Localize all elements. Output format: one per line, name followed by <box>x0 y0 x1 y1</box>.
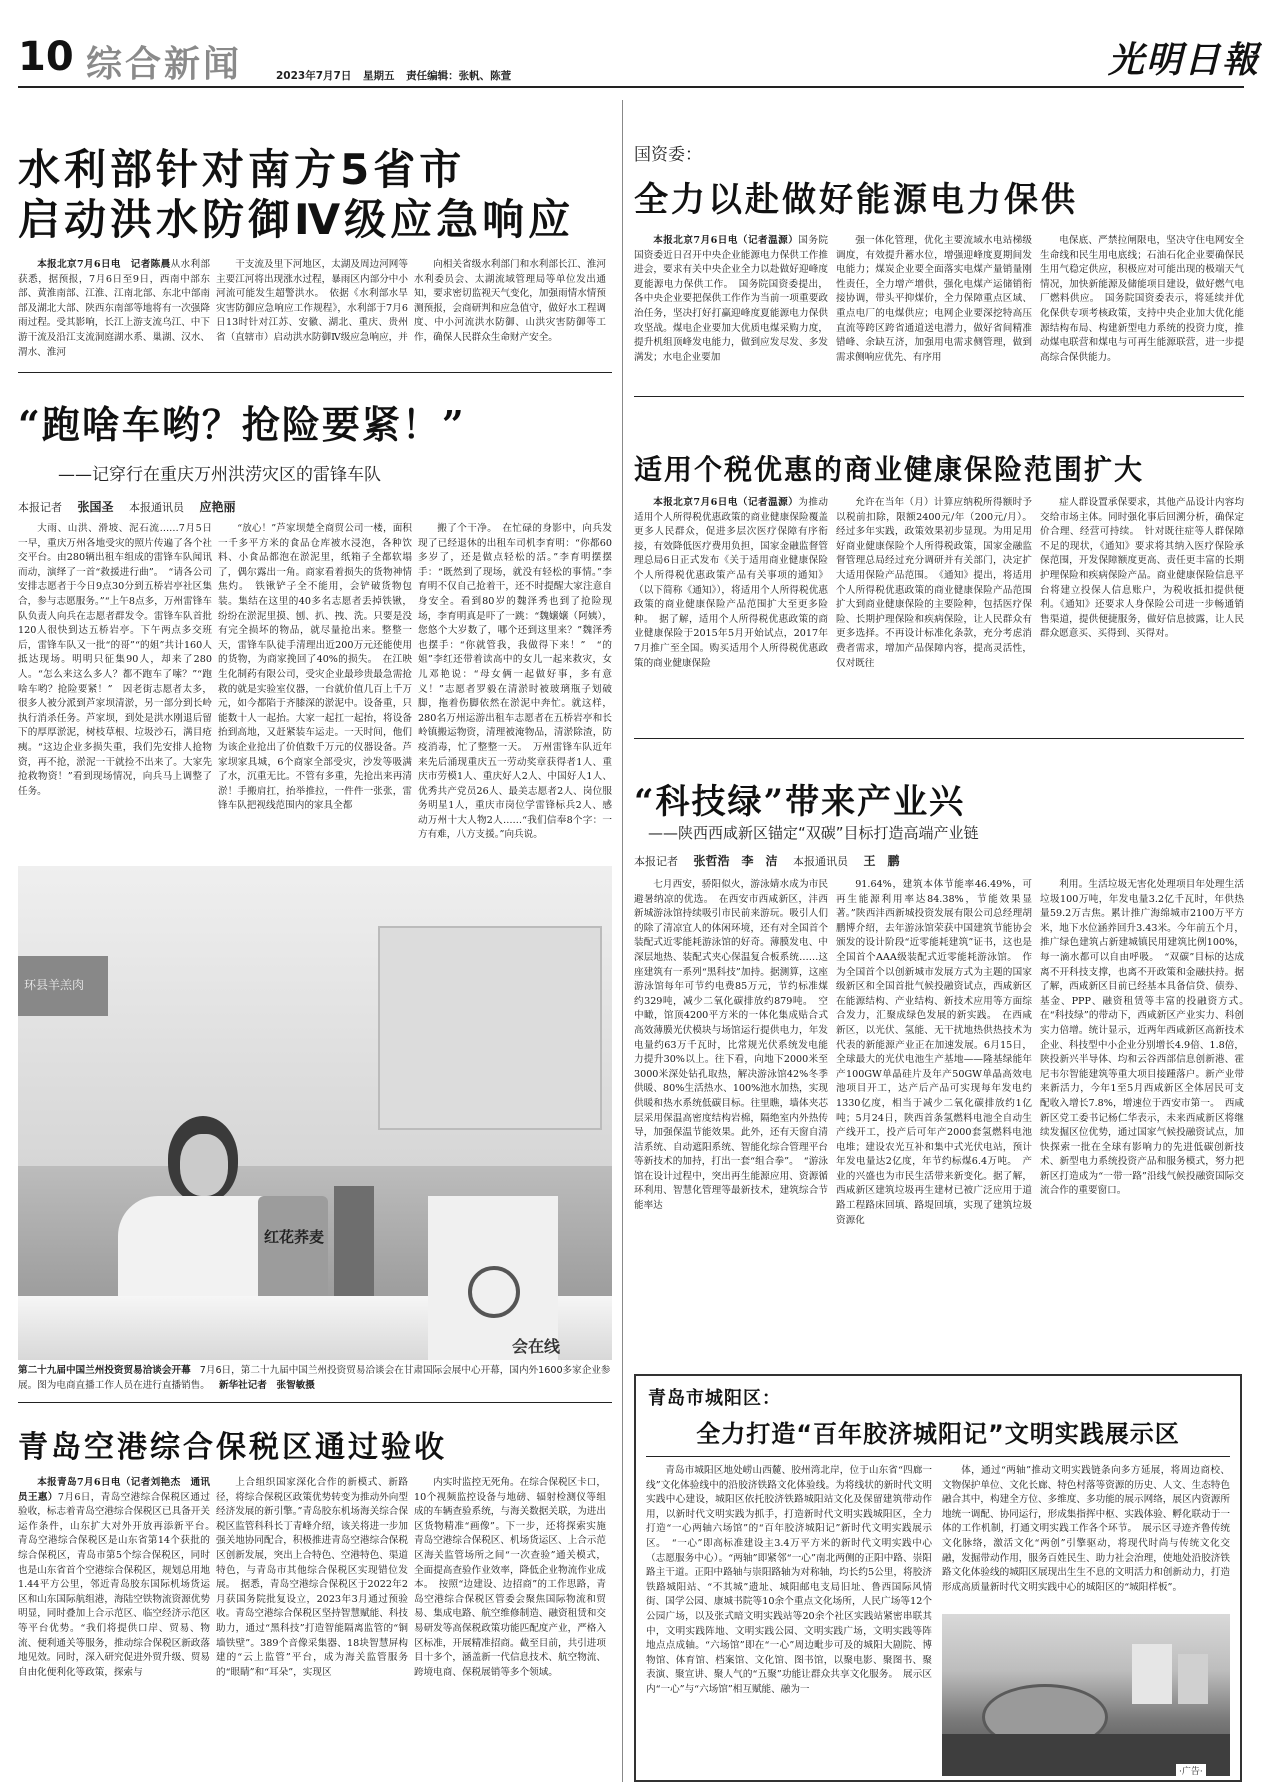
byline-label: 本报通讯员 <box>793 855 849 868</box>
article7-col1 <box>646 1464 932 1774</box>
article4-lead: 本报北京7月6日电（记者温源） <box>653 235 799 246</box>
byline-label: 本报记者 <box>634 855 678 868</box>
article2-col3-text: 搬了个干净。 在忙碌的身影中，向兵发现了已经退休的出租车司机李育明：“你都60多岁了，还是做点轻松的活。”李育明摆摆手：“既然到了现场，就没有轻松的事情。”李育明不仅自己抢着干，还不时提醒大家注意自身安全。看到80岁的魏泽秀也到了抢险现场，李育明真是吓了一跳：“魏嬢嬢（阿姨），您悠个大岁数了，哪个还到这里来？”魏泽秀也摆手：“你就管我，我做得下来！” “的姐”李红还带着读高中的女儿一起来救灾，女儿邓艳说：“母女俩一起做好事，多有意义！”志愿者罗毅在清淤时被玻璃瓶子划破脚，拖着伤脚依然在淤泥中奔忙。就这样，280名万州运游出租车志愿者在五桥岩亭和长岭镇搬运物资，清理被淹物品，清淤除渣，防疫消毒，忙了整整一天。 万州雷锋车队近年来先后涌现重庆五一劳动奖章获得者1人、重庆市劳模1人、重庆好人2人、中国好人1人、优秀共产党员26人、最美志愿者2人、岗位服务明星1人，重庆市岗位学雷锋标兵2人、感动万州十大人物2人……“我们信奉8个字：一方有难，八方支援。”向兵说。 <box>418 523 612 841</box>
person-face <box>180 1134 228 1196</box>
advertorial-box <box>634 1374 1242 1782</box>
caption-text: 7月6日，第二十九届中国兰州投资贸易洽谈会在甘肃国际会展中心开幕，国内外1600多家企业参展。图为电商直播工作人员在进行直播销售。 <box>18 1365 611 1391</box>
divider <box>634 396 1244 397</box>
article4-kicker: 国资委： <box>634 145 702 165</box>
article2-col2 <box>218 522 412 857</box>
divider <box>634 738 1244 739</box>
byline-label: 本报通讯员 <box>129 501 185 514</box>
article4-col2-text: 强一体化管理，优化主要流域水电站梯级调度，有效提升蓄水位，增强迎峰度夏期间发电能力；煤炭企业要全面落实电煤产量销量刚性责任，全力增产增供，强化电煤产运储销衔接协调，带头平抑煤价，全力保障重点区域、重点电厂的电煤供应；电网企业要深挖特高压直流等跨区跨省通道送电潜力，做好省间精准错峰、余缺互济，加强用电需求侧管理，做到需求侧响应优先、有序用 <box>836 235 1032 363</box>
date-text: 2023年7月7日 <box>276 70 352 82</box>
article6-byline <box>634 852 900 869</box>
byline-name: 王 鹏 <box>863 854 900 868</box>
page-number: 10 <box>18 34 74 80</box>
article4-col2 <box>836 234 1032 384</box>
article1-col1 <box>18 258 210 360</box>
article6-col2 <box>836 878 1032 1352</box>
article3-title: 青岛空港综合保税区通过验收 <box>18 1430 447 1465</box>
article3-col1 <box>18 1476 210 1782</box>
column-divider <box>622 100 623 1782</box>
byline-name: 应艳丽 <box>199 500 236 514</box>
article7-col2-text: 体，通过“两轴”推动文明实践链条向多方延展，将周边商校、文物保护单位、文化长廊、特色村落等资源的历史、人文、生态特色融合其中，构建全方位、多维度、多功能的展示网络，展区内资源所地统一调配、协同运行，形成集指挥中枢、实践体验、孵化联动于一体的工作机制，打通文明实践工作各个环节。 展示区寻迹齐鲁传统文化脉络，激活文化“两创”引擎驱动，将现代时尚与传统文化交融，发掘带动作用，服务百姓民生、助力社会治理，使地处沿胶济铁路文化体验线的城阳区展现出生生不息的文明活力和创新动力，打造形成高质量新时代文明实践中心的城阳区的“城阳样板”。 <box>942 1465 1230 1593</box>
booth-text: 会在线 <box>512 1337 561 1356</box>
shelf <box>378 926 602 1130</box>
byline-name: 张哲浩 李 洁 <box>693 854 778 868</box>
article1-col3 <box>414 258 606 360</box>
article6-col1-text: 七月西安，骄阳似火，游泳婧水成为市民避暑纳凉的优选。 在西安市西咸新区，沣西新城游泳馆持续吸引市民前来游玩。吸引人们的除了清凉宜人的体闲环境，还有对全国首个装配式近零能耗游泳馆的好奇。薄膜发电、中深层地热、装配式夹心保温复合板系统……这座建筑有一系列“黑科技”加持。据测算，这座游泳馆每年可节约电费85万元，节约标准煤约329吨，减少二氧化碳排放约879吨。 空中瞰，馆顶4200平方米的一体化集成贴合式高效薄膜光伏模块与场馆运行提供电力，年发电量约63万千瓦时，比常规光伏系统发电能力提升30%以上。往下看，向地下2000米至3000米深处钻孔取热，解决游泳馆42%冬季供暖、80%生活热水、100%池水加热，实现供暖和热水系统低碳目标。往里瞧，墙体夹芯层采用保温高密度结构岩棉，隔绝室内外热传导，加强保温节能效果。此外，还有天窗自清洁系统、自动遮阳系统、智能化综合管理平台等新技术的加持，打出一套“组合拳”。 “游泳馆在设计过程中，突出再生能源应用、资源循环利用、智慧化管理等最新技术，建筑综合节能率达 <box>634 879 828 1212</box>
article5-col3 <box>1040 496 1244 722</box>
building <box>1178 1654 1208 1704</box>
article3-col1-text: 7月6日，青岛空港综合保税区通过验收，标志着青岛空港综合保税区已具备开关运作条件，山东扩大对外开放再添新平台。 青岛空港综合保税区是山东省第14个获批的综合保税区，青岛市第5个综合保税区，同时也是山东省首个空港综合保税区，规划总用地1.44平方公里，邻近青岛胶东国际机场货运区和山东国际航组港，海陆空铁物流资源优势明显，同时叠加上合示范区、临空经济示范区等平台优势。“我们将提供口岸、贸易、物流、便利通关等服务，推动综合保税区新政落地见效。同时，深入研究促进外贸升级、贸易自由化便利化等政策，探索与 <box>18 1491 210 1678</box>
article7-kicker: 青岛市城阳区： <box>648 1388 781 1409</box>
article7-col2 <box>942 1464 1230 1606</box>
article1-col2-text: 干支流及里下河地区，太湖及周边河网等主要江河将出现涨水过程，暴雨区内部分中小河流可能发生超警洪水。 依据《水利部水旱灾害防御应急响应工作规程》，水利部于7月6日13时针对江苏、安徽、湖北、重庆、贵州省（直辖市）启动洪水防御Ⅳ级应急响应，并 <box>216 259 408 343</box>
article4-col1 <box>634 234 828 384</box>
article4-col3 <box>1040 234 1244 384</box>
article1-col3-text: 向相关省级水利部门和水利部长江、淮河水利委员会、太湖流域管理局等单位发出通知，要求密切监视天气变化，加强雨情水情预测预报，会商研判和应急值守，做好水工程调度、中小河流洪水防御、山洪灾害防御等工作，确保人民群众生命财产安全。 <box>414 259 606 343</box>
article2-col2-text: “放心！”芦家坝楚全商贸公司一楼，面积一千多平方米的食品仓库被水浸泡，各种饮料、小食品都泡在淤泥里，纸箱子全都软塌了，偶尔露出一角。商家看着损失的货物神情焦灼。 铁锹铲子全不能用，会铲破货物包装。集结在这里的40多名志愿者丢掉铁锹，纷纷在淤泥里摸、刨、扒、拽、洗。只要是没有完全损坏的物品，就尽量抢出来。整整一天，雷锋车队徒手清理出近200万元还能使用的货物，为商家挽回了40%的损失。 在江映生化制药有限公司，受灾企业最珍贵最急需抢救的就是实验室仪器，一台就价值几百上千万元，如今都陷于齐膝深的淤泥中。设备重，只能数十人一起抬。大家一起扛一起抬，将设备抬到高地，又赶紧装车运走。一天时间，他们为该企业抢出了价值数千万元的仪器设备。芦家坝家具城，6个商家全部受灾，沙发等吸满了水，沉重无比。不管有多重，先抢出来再清淤！手搬肩扛，抬举推拉，一件件一张张，雷锋车队把视线范围内的家具全都 <box>218 523 412 812</box>
product-box <box>334 1186 374 1306</box>
logo-circle-icon <box>468 1266 520 1318</box>
article4-col3-text: 电保底、严禁拉闸限电，坚决守住电网安全生命线和民生用电底线；石油石化企业要确保民生用气稳定供应，积极应对可能出现的极端天气情况，加快新能源及储能项目建设，做好燃气电厂燃料供应。 国务院国资委表示，将延续并优化保供专项考核政策，支持中央企业加大优化能源结构布局、构建新型电力系统的投资力度，推动煤电联营和煤电与可再生能源联营，进一步提高综合保供能力。 <box>1040 235 1244 363</box>
article2-col1-text: 大雨、山洪、滑坡、泥石流……7月5日一早，重庆万州各地受灾的照片传遍了各个社交平台。由280辆出租车组成的雷锋车队闻讯而动，演绎了一首“救援进行曲”。 “请各公司安排志愿者于今日9点30分到五桥岩亭社区集合，参与志愿服务。”“上午8点多，万州雷锋车队负责人向兵在志愿者群发令。雷锋车队首批120人很快到达五桥岩亭。下午两点多交班后，雷锋车队又一批“的哥”“的姐”共计160人抵达现场。明明只征集90人，却来了280人。“怎么来这么多人？都不跑车了嗦？”“跑啥车哟？抢险要紧！” 因老街志愿者太多，很多人被分派到芦家坝清淤，另一部分到长岭执行消杀任务。芦家坝，到处是洪水刚退后留下的厚厚淤泥，树枝草根、垃圾沙石，满目疮痍。“这边企业多损失重，我们先安排人抢物资，再不抢，淤泥一干就捡不出来了。大家先抢救物资！”看到现场情况，向兵马上调整了任务。 <box>18 523 212 797</box>
article4-title: 全力以赴做好能源电力保供 <box>634 180 1078 220</box>
article5-col1 <box>634 496 828 722</box>
article5-col1-text: 为推动适用个人所得税优惠政策的商业健康保险覆盖更多人民群众，促进多层次医疗保障有序衔接，有效降低医疗费用负担，国家金融监督管理总局6日正式发布《关于适用商业健康保险个人所得税优惠政策产品有关事项的通知》（以下简称《通知》），将适用个人所得税优惠政策的商业健康保险产品范围扩大至更多险种。 据了解，适用个人所得税优惠政策的商业健康保险于2015年5月开始试点，2017年7月推广至全国。购买适用个人所得税优惠政策的商业健康保险 <box>634 497 828 669</box>
article4-col1-text: 国务院国资委近日召开中央企业能源电力保供工作推进会，要求有关中央企业全力以赴做好迎峰度夏能源电力保供工作。 国务院国资委提出，各中央企业要把保供工作作为当前一项重要政治任务，坚决打好打赢迎峰度夏能源电力保供攻坚战。煤电企业要加大优质电煤采购力度，提升机组顶峰发电能力，做到应发尽发、多发满发；水电企业要加 <box>634 235 828 363</box>
article2-byline <box>18 498 236 515</box>
article1-col2 <box>216 258 408 360</box>
article6-col3-text: 利用。生活垃圾无害化处理项目年处理生活垃圾100万吨，年发电量3.2亿千瓦时，年供热量59.2万吉焦。累计推广海绵城市2100万平方米，地下水位涵养回升3.43米。今年前五个月，推广绿色建筑占新建城镇民用建筑比例100%，每一滴水都可以自由呼吸。 “双碳”目标的达成离不开科技支撑，也离不开政策和金融扶持。据了解，西咸新区目前已经基本具备信贷、债券、基金、PPP、融资租赁等丰富的投融资方式。 在“科技绿”的带动下，西咸新区产业实力、科创实力倍增。统计显示，近两年西咸新区高新技术企业、科技型中小企业分别增长4.9倍、1.8倍，陕投新兴半导体、均和云谷西部信息创新港、霍尼韦尔智能建筑等重大项目接踵落户。新产业带来新活力，今年1至5月西咸新区全体居民可支配收入增长7.8%，增速位于西安市第一。 西咸新区党工委书记杨仁华表示，未来西咸新区将继续发掘区位优势，通过国家气候投融资试点，加快探索一批在全球有影响力的先进低碳创新技术、新型电力系统投资产品和服务模式，努力把新区打造成为“一带一路”沿线气候投融资国际交流合作的重要窗口。 <box>1040 879 1244 1197</box>
banner-text: 环县羊羔肉 <box>24 978 85 992</box>
divider <box>18 372 612 373</box>
article3-lead: 本报青岛7月6日电（记者刘艳杰 通讯员王惠） <box>18 1477 210 1503</box>
article6-col1 <box>634 878 828 1352</box>
article5-title: 适用个税优惠的商业健康保险范围扩大 <box>634 453 1145 486</box>
caption-title: 第二十九届中国兰州投资贸易洽谈会开幕 <box>18 1365 191 1376</box>
article3-col3 <box>414 1476 606 1782</box>
divider <box>18 1402 612 1403</box>
article6-col3 <box>1040 878 1244 1352</box>
product-label: 红花荞麦 <box>263 1228 324 1246</box>
article2-col1 <box>18 522 212 857</box>
paper-logo: 光明日報 <box>1108 39 1261 81</box>
article5-col3-text: 症人群设置承保要求，其他产品设计内容均交给市场主体。同时强化事后回溯分析，确保定价合理、经营可持续。 针对既往症等人群保障不足的现状，《通知》要求将其纳入医疗保险承保范围，开发保障额度更高、责任更丰富的长期护理保险和疾病保险产品。商业健康保险信息平台将建立投保人信息账户，为税收抵扣提供便利。《通知》还要求人身保险公司进一步畅通销售渠道，提供便捷服务，做好信息披露，让人民群众愿意买、买得到、买得对。 <box>1040 497 1244 640</box>
article2-col3 <box>418 522 612 857</box>
section-title: 综合新闻 <box>86 44 243 85</box>
photo-caption <box>18 1364 612 1393</box>
news-photo <box>18 866 612 1360</box>
article3-col3-text: 内实时监控无死角。在综合保税区卡口，10个视频监控设备与地磅、辐射检测仪等组成的车辆查验系统，与海关数据关联，为进出区货物精准“画像”。下一步，还将探索实施青岛空港综合保税区、机场货运区、上合示范区海关监管场所之间“一次查验”通关模式，全面提高查验作业效率，降低企业物流作业成本。 按照“边建设、边招商”的工作思路，青岛空港综合保税区管委会聚焦国际物流和贸易、集成电路、航空维修制造、融资租赁和交易研发等高保税政策功能匹配度产业，严格入区标准，开展精准招商。截至目前，共引进项目十多个，涵盖新一代信息技术、航空物流、跨境电商、保税展销等多个领域。 <box>414 1477 606 1678</box>
divider <box>646 1456 1230 1457</box>
article6-col2-text: 91.64%，建筑本体节能率46.49%，可再生能源利用率达84.38%，节能效果显著。”陕西沣西新城投资发展有限公司总经理胡鹏博介绍，去年游泳馆荣获中国建筑节能协会颁发的设计阶段“近零能耗建筑”证书，这也是全国首个AAA级装配式近零能耗游泳馆。 作为全国首个以创新城市发展方式为主题的国家级新区和全国首批气候投融资试点，西咸新区在能源结构、产业结构、新技术应用等方面综合发力，汇聚成绿色发展的新实践。 在西咸新区，以光伏、氢能、无干扰地热供热技术为代表的新能源产业正在加速发展。6月15日，全球最大的光伏电池生产基地——隆基绿能年产100GW单晶硅片及年产50GW单晶高效电池项目开工，达产后产品可实现每年发电约1330亿度，相当于减少二氧化碳排放约1亿吨；5月24日，陕西首条氢燃料电池全自动生产线开工，投产后可年产2000套氢燃料电池电堆；建设农光互补和集中式光伏电站，预计年发电量达2亿度，年节约标煤6.4万吨。 产业的兴盛也为市民生活带来新变化。据了解，西咸新区建筑垃圾再生建材已被广泛应用于道路工程路床回填、路堤回填，实现了建筑垃圾资源化 <box>836 879 1032 1226</box>
article7-col1-text: 青岛市城阳区地处崂山西麓、胶州湾北岸，位于山东省“四廊一线”文化体验线中的沿胶济铁路文化体验线。为将线状的新时代文明实践中心建设，城阳区依托胶济铁路城阳站文化及保留建筑带动作用，以新时代文明实践为抓手，打造新时代文明实践城阳区，全力打造“一心两轴六场馆”的“百年胶济城阳记”新时代文明实践展示区。 “一心”即高标准建设主3.4万平方米的新时代文明实践中心（志愿服务中心）。“两轴”即紧邻“一心”南北两侧的正阳中路、崇阳路主干道。正阳中路轴与崇阳路轴为对称轴，均长约5公里，将胶济铁路城阳站、“不其城”遗址、城阳邮电支局旧址、鲁西国际风情街、国学公园、康城书院等10余个重点文化场所，人民广场等12个公园广场，以及张式暗文明实践站等20余个社区实践站紧密串联其中，文明实践阵地、文明实践公园、文明实践广场，文明实践等阵地点点成轴。“六场馆”即在“一心”周边毗步可及的城阳大剧院、博物馆、体育馆、档案馆、文化馆、图书馆，以聚电影、聚图书、聚表演、聚宣讲、聚人气的“五聚”功能让群众共享文化服务。 展示区内“一心”与“六场馆”相互赋能、融为一 <box>646 1465 932 1695</box>
article5-lead: 本报北京7月6日电（记者温源） <box>653 497 799 508</box>
ad-label: ·广告· <box>1176 1764 1206 1777</box>
byline-label: 本报记者 <box>18 501 62 514</box>
article1-title-line1: 水利部针对南方5省市 <box>18 145 466 194</box>
article6-subtitle: ——陕西西咸新区锚定“双碳”目标打造高端产业链 <box>648 824 979 842</box>
article3-col2-text: 上合组织国家深化合作的新模式、新路径，将综合保税区政策优势转变为推动外向型经济发展的新引擎。”青岛胶东机场海关综合保税区监管科科长丁青峰介绍，该关将进一步加强关地协同配合，积极推进青岛空港综合保税区创新发展，突出上合特色、空港特色、渠道特色，与青岛市其他综合保税区实现错位发展。 据悉，青岛空港综合保税区于2022年2月获国务院批复设立，2023年3月通过预验收。青岛空港综合保税区坚持智慧赋能、科技助力，通过“黑科技”打造智能隔离监管的“铜墙铁壁”。389个音像采集器、18块智慧屏构建的“云上监管”平台，成为海关监管服务的“眼睛”和“耳朵”，实现区 <box>216 1477 408 1678</box>
building <box>1132 1644 1172 1704</box>
article1-col1-text: 从水利部获悉，据预报，7月6日至9日，西南中部东部、黄淮南部、江淮、江南北部、东北中部南部及湖北大部、陕西东南部等地将有一次强降雨过程。受其影响，长江上游支流乌江、中下游干流及沿江支流洞庭湖水系、巢湖、汉水、渭水、淮河 <box>18 259 210 358</box>
article1-lead: 本报北京7月6日电 记者陈晨 <box>37 259 171 270</box>
article7-title: 全力打造“百年胶济城阳记”文明实践展示区 <box>696 1420 1180 1448</box>
article3-col2 <box>216 1476 408 1782</box>
editor-text: 责任编辑：张帆、陈萱 <box>406 70 512 82</box>
byline-name: 张国圣 <box>77 500 114 514</box>
masthead <box>0 0 1262 92</box>
product-bag <box>258 1196 328 1306</box>
masthead-rule <box>18 86 1244 88</box>
article6-title: “科技绿”带来产业兴 <box>634 782 966 822</box>
weekday-text: 星期五 <box>363 70 395 82</box>
article2-subtitle: ——记穿行在重庆万州洪涝灾区的雷锋车队 <box>58 465 381 485</box>
caption-credit: 新华社记者 张智敏摄 <box>218 1379 315 1391</box>
issue-date <box>276 68 511 83</box>
article1-title-line2: 启动洪水防御Ⅳ级应急响应 <box>18 195 575 244</box>
article5-col2-text: 允许在当年（月）计算应纳税所得额时予以税前扣除，限额2400元/年（200元/月）。经过多年实践，政策效果初步显现。为用足用好商业健康保险个人所得税政策，国家金融监督管理总局经过充分调研并有关部门，决定扩大适用保险产品范围。 《通知》提出，将适用个人所得税优惠政策的商业健康保险产品范围扩大到商业健康保险的主要险种，包括医疗保险、长期护理保险和疾病保险，让人民群众有更多选择。不再设计标准化条款，充分考虑消费者需求，增加产品保障内容，提高灵活性，仅对既往 <box>836 497 1032 669</box>
article2-title: “跑啥车哟？抢险要紧！” <box>18 402 466 447</box>
aerial-photo <box>942 1614 1230 1776</box>
article5-col2 <box>836 496 1032 722</box>
